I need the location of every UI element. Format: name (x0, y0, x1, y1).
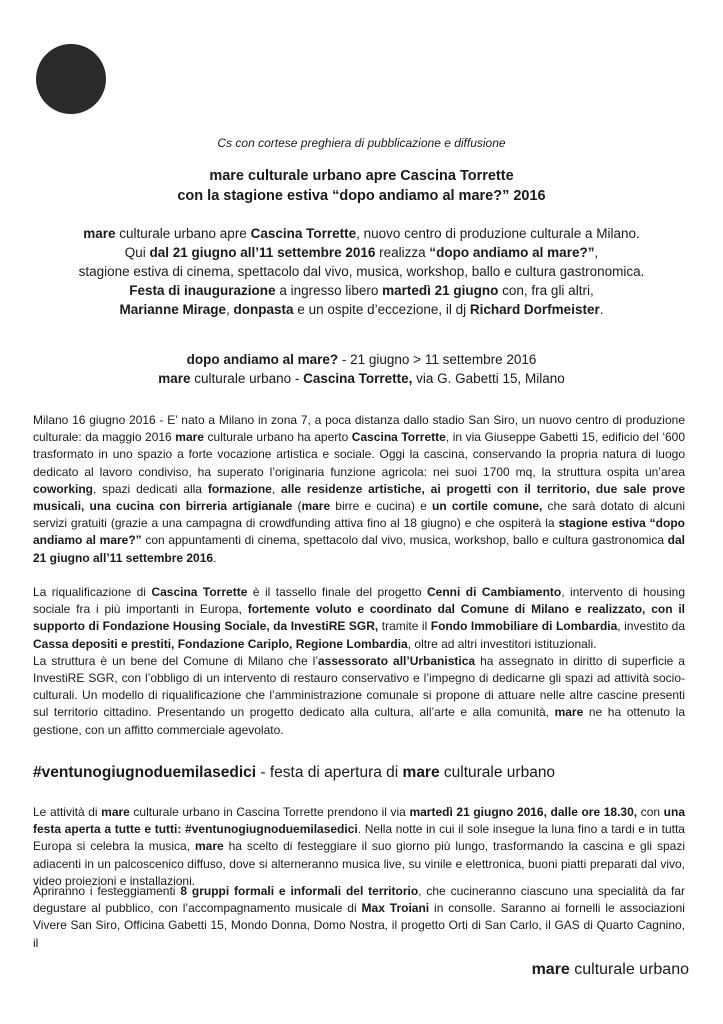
bold-text-run: dal 21 giugno all’11 settembre 2016 (33, 533, 685, 565)
text-run: - 21 giugno > 11 settembre 2016 (338, 352, 537, 367)
title-line-1: mare culturale urbano apre Cascina Torrette (209, 168, 514, 184)
bold-text-run: mare (83, 226, 116, 241)
bold-text-run: Marianne Mirage (119, 302, 227, 317)
bold-text-run: 8 gruppi formali e informali del territorio (180, 884, 419, 898)
text-run: stagione estiva di cinema, spettacolo dal vivo, musica, workshop, ballo e cultura gastronomica. (78, 264, 645, 279)
paragraph-opening-party (33, 804, 685, 890)
text-run: Apriranno i festeggiamenti (33, 884, 181, 898)
text-run: con (637, 805, 664, 819)
dateline-line (40, 369, 683, 388)
bold-text-run: una festa aperta a tutte e tutti: #ventunogiugnoduemilasedici (33, 805, 685, 837)
bold-text-run: mare (301, 499, 331, 514)
footer-brand-logo (532, 961, 689, 979)
text-run: , spazi dedicati alla (93, 481, 208, 496)
bold-text-run: formazione (207, 481, 272, 496)
text-run: Le attività di (33, 805, 102, 819)
text-run: che sarà dotato di alcuni servizi gratuiti (grazie a una campagna di crowdfunding attiva fino al 18 giugno) e che ospiterà la (33, 499, 685, 531)
paragraph-redevelopment (33, 584, 685, 739)
summary-line (40, 281, 683, 300)
bold-text-run: Cascina Torrette (151, 585, 248, 599)
summary-block (40, 224, 683, 319)
bold-text-run: Cascina Torrette (351, 430, 446, 445)
text-run: realizza (375, 245, 430, 260)
text-run: ne ha ottenuto la gestione, con un affitto commerciale agevolato. (33, 705, 685, 737)
bold-text-run: mare (402, 764, 440, 781)
bold-text-run: un cortile comune, (432, 499, 543, 514)
text-run: è il tassello finale del progetto (247, 585, 427, 599)
text-run: . Nella notte in cui il sole insegue la luna fino a tardi e in tutta Europa si celebra la musica, (33, 822, 685, 854)
text-run: in consolle. Saranno ai fornelli le associazioni Vivere San Siro, Officina Gabetti 15, Mondo Donna, Domo Nostra, il progetto Orti di San Carlo, il GAS di Quarto Cagnino, il (33, 901, 685, 950)
bold-text-run: donpasta (233, 302, 294, 317)
text-run: culturale urbano (439, 764, 556, 781)
bold-text-run: Cascina Torrette, (303, 371, 413, 386)
text-run: La struttura è un bene del Comune di Milano che l’ (33, 653, 318, 668)
bold-text-run: Fondo Immobiliare di Lombardia (430, 619, 618, 634)
bold-text-run: mare (554, 705, 584, 720)
text-run: ha assegnato in diritto di superficie a InvestiRE SGR, con l’obbligo di un intervento di restauro conservativo e l’impegno di dedicarne gli spazi ad attività socio-culturali. Un modello di riqualificazione che l’amministrazione comunale si propone di attuare nelle altre cascine presenti sul territorio cittadino. Presentando un progetto dedicato alla cultura, all’arte e alla comunità, (33, 653, 685, 720)
section-heading-opening-party (33, 764, 555, 782)
text-run: culturale urbano - (190, 371, 304, 386)
text-run: , oltre ad altri investitori istituzionali. (407, 636, 597, 651)
bold-text-run: martedì 21 giugno (382, 283, 499, 298)
bold-text-run: mare (158, 371, 191, 386)
text-run: , (271, 481, 282, 496)
bold-text-run: fortemente voluto e coordinato dal Comune di Milano e realizzato, con il supporto di Fondazione Housing Sociale, da InvestiRE SGR, (33, 602, 685, 634)
text-run: con appuntamenti di cinema, spettacolo dal vivo, musica, workshop, ballo e cultura gastronomica (141, 533, 668, 548)
footer-brand-rest: culturale urbano (569, 961, 689, 978)
text-run: culturale urbano in Cascina Torrette prendono il via (129, 805, 410, 819)
bold-text-run: stagione estiva “dopo andiamo al mare?” (33, 516, 685, 548)
text-run: , (226, 302, 234, 317)
text-run: - festa di apertura di (256, 764, 403, 781)
publication-request-note (40, 136, 683, 150)
dateline-line (40, 350, 683, 369)
bold-text-run: assessorato all’Urbanistica (317, 653, 476, 668)
text-run: La riqualificazione di (33, 585, 152, 599)
text-run: . (599, 302, 604, 317)
summary-line (40, 224, 683, 243)
summary-line (40, 300, 683, 319)
bold-text-run: Festa di inaugurazione (129, 283, 276, 298)
bold-text-run: dopo andiamo al mare? (186, 352, 339, 367)
text-run: Milano 16 giugno 2016 - E’ nato a Milano in zona 7, a poca distanza dallo stadio San Siro, un nuovo centro di produzione culturale: da maggio 2016 (33, 413, 685, 445)
bold-text-run: Richard Dorfmeister (469, 302, 600, 317)
bold-text-run: mare (175, 430, 204, 445)
paragraph-festivities (33, 883, 685, 952)
bold-text-run: mare (101, 805, 130, 819)
text-run: con, fra gli altri, (498, 283, 594, 298)
text-run: Qui (124, 245, 150, 260)
footer-brand-bold: mare (531, 961, 570, 978)
text-run: e un ospite d’eccezione, il dj (293, 302, 470, 317)
bold-text-run: “dopo andiamo al mare?” (429, 245, 595, 260)
paragraph-introduction (33, 412, 685, 567)
text-run: culturale urbano apre (115, 226, 251, 241)
logo-circle (36, 44, 106, 114)
bold-text-run: dal 21 giugno all’11 settembre 2016 (149, 245, 376, 260)
title-line-2: con la stagione estiva “dopo andiamo al mare?” 2016 (177, 188, 546, 204)
bold-text-run: #ventunogiugnoduemilasedici (33, 764, 257, 781)
bold-text-run: Cascina Torrette (250, 226, 357, 241)
text-run: birre e cucina) e (330, 499, 433, 514)
bold-text-run: Cenni di Cambiamento (426, 585, 562, 599)
text-run: , investito da (617, 619, 686, 634)
text-run: , nuovo centro di produzione culturale a Milano. (356, 226, 640, 241)
summary-line (40, 262, 683, 281)
text-run: , (594, 245, 599, 260)
press-release-title (40, 166, 683, 206)
bold-text-run: martedì 21 giugno 2016, dalle ore 18.30, (409, 805, 638, 819)
event-dateline (40, 350, 683, 388)
bold-text-run: Cassa depositi e prestiti, Fondazione Cariplo, Regione Lombardia (33, 636, 408, 651)
text-run: , che cucineranno ciascuno una specialità da far degustare al pubblico, con l’accompagnamento musicale di (33, 884, 685, 916)
summary-line (40, 243, 683, 262)
bold-text-run: coworking (33, 481, 94, 496)
text-run: ha scelto di festeggiare il suo giorno più lungo, trasformando la cascina e gli spazi adiacenti in un palcoscenico diffuso, dove si alterneranno musica live, su vinile e elettronica, buoni piatti preparati dal vivo, video proiezioni e installazioni. (33, 839, 685, 888)
text-run: culturale urbano ha aperto (203, 430, 352, 445)
text-run: via G. Gabetti 15, Milano (412, 371, 565, 386)
text-run: a ingresso libero (275, 283, 383, 298)
text-run: . (213, 550, 217, 565)
bold-text-run: alle residenze artistiche, ai progetti con il territorio, due sale prove musicali, una cucina con birreria artigianale (33, 481, 685, 514)
bold-text-run: Max Troiani (361, 901, 430, 916)
text-run: , intervento di housing sociale fra i più importanti in Europa, (33, 585, 686, 617)
text-run: tramite il (378, 619, 431, 634)
text-run: ( (292, 499, 302, 514)
bold-text-run: mare (194, 839, 224, 854)
kicker-text: Cs con cortese preghiera di pubblicazione e diffusione (217, 136, 506, 150)
text-run: , in via Giuseppe Gabetti 15, edificio del ‘600 trasformato in uno spazio a forte vocazione artistica e sociale. Oggi la cascina, conservando la propria natura di luogo dedicato al lavoro condiviso, ha superato l’originaria funzione agricola: nei suoi 1700 mq, la struttura ospita un’area (33, 430, 686, 479)
